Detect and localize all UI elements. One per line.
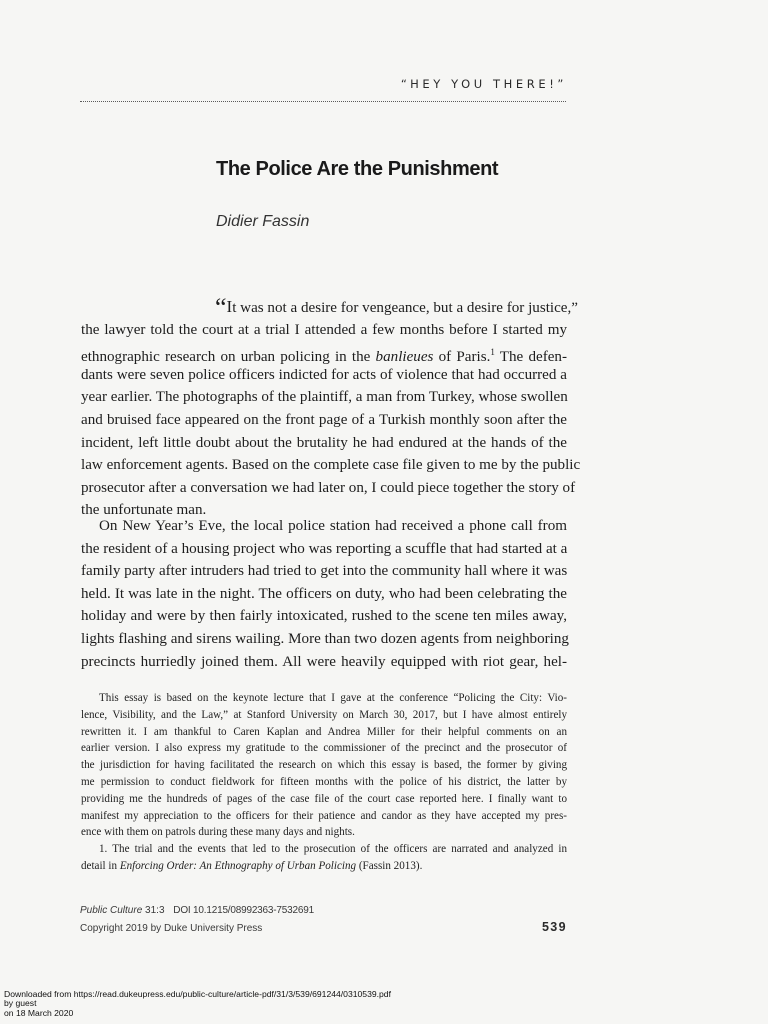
footnote-1-line: detail in Enforcing Order: An Ethnography of Urban Policing (Fassin 2013). (81, 859, 423, 872)
download-date: on 18 March 2020 (4, 1007, 74, 1018)
paragraph-line: On New Year’s Eve, the local police station had received a phone call from (99, 518, 567, 534)
article-title: The Police Are the Punishment (216, 158, 499, 180)
footnote-line: providing me the hundreds of pages of the case file of the court case reported here. I finally want to (81, 792, 567, 805)
paragraph-line: held. It was late in the night. The officers on duty, who had been celebrating the (81, 585, 567, 602)
footnote-line: manifest my appreciation to the officers for their patience and candor as they have accepted my pres- (81, 809, 567, 822)
paragraph-line: the unfortunate man. (81, 502, 207, 519)
footnote-line: ence with them on patrols during these many days and nights. (81, 826, 355, 839)
paragraph-line: law enforcement agents. Based on the complete case file given to me by the public (81, 457, 581, 474)
paragraph-line: incident, left little doubt about the brutality he had endured at the hands of the (81, 434, 567, 451)
initial-letter: I (226, 297, 233, 316)
paragraph-line: dants were seven police officers indicted for acts of violence that had occurred a (81, 366, 567, 383)
paragraph-line: “It was not a desire for vengeance, but a desire for justice,” (215, 293, 578, 322)
footnote-line: rewritten it. I am thankful to Caren Kaplan and Andrea Miller for their helpful comments on an (81, 725, 567, 738)
paragraph-line: the lawyer told the court at a trial I attended a few months before I started my (81, 321, 567, 338)
opening-quote-mark: “ (215, 293, 227, 322)
journal-name: Public Culture (80, 905, 143, 916)
paragraph-line: precincts hurriedly joined them. All were heavily equipped with riot gear, hel- (81, 653, 567, 670)
paragraph-line: prosecutor after a conversation we had later on, I could piece together the story of (81, 479, 576, 496)
footnote-reference[interactable]: 1 (490, 347, 495, 358)
journal-citation (80, 905, 314, 916)
footnote-line: This essay is based on the keynote lecture that I gave at the conference “Policing the City: Vio- (99, 692, 567, 704)
running-head: “HEY YOU THERE!” (400, 77, 567, 91)
footnote-line: me permission to conduct fieldwork for fifteen months with the police of his district, the latter by (81, 775, 567, 788)
paragraph-line: family party after intruders had tried to get into the community hall where it was (81, 563, 568, 580)
paragraph-line: and bruised face appeared on the front page of a Turkish monthly soon after the (81, 411, 567, 428)
body-paragraph-1 (81, 293, 581, 522)
footnote-line: earlier version. I also express my gratitude to the commissioner of the precinct and the prosecutor of (81, 742, 567, 755)
page-number: 539 (541, 920, 567, 934)
paragraph-line: the resident of a housing project who was reporting a scuffle that had started at a (81, 540, 568, 557)
download-user: by guest (4, 998, 37, 1009)
paragraph-line: year earlier. The photographs of the plaintiff, a man from Turkey, whose swollen (81, 389, 568, 406)
paragraph-line: holiday and were by then fairly intoxicated, rushed to the scene ten miles away, (81, 608, 567, 625)
paragraph-line: ethnographic research on urban policing in the banlieues of Paris.$^1$ The defen- (81, 347, 567, 366)
doi[interactable]: DOI 10.1215/08992363-7532691 (173, 905, 314, 916)
journal-volume: 31:3 (145, 905, 165, 916)
author-name: Didier Fassin (216, 213, 310, 230)
footnote-line: the jurisdiction for having facilitated the research on which this essay is based, the former by giving (81, 759, 567, 772)
footnotes (81, 690, 567, 875)
download-stamp (4, 990, 391, 1018)
copyright-notice: Copyright 2019 by Duke University Press (80, 923, 263, 934)
footnote-line: lence, Visibility, and the Law,” at Stanford University on March 30, 2017, but I have almost entirely (81, 708, 567, 721)
body-paragraph-2 (81, 515, 567, 673)
download-url[interactable]: Downloaded from https://read.dukeupress.edu/public-culture/article-pdf/31/3/539/691244/0310539.pdf (4, 989, 391, 999)
paragraph-line: lights flashing and sirens wailing. More than two dozen agents from neighboring (81, 630, 569, 647)
dotted-rule-divider (80, 101, 566, 102)
footnote-1-line: 1. The trial and the events that led to the prosecution of the officers are narrated and analyzed in (99, 843, 567, 856)
